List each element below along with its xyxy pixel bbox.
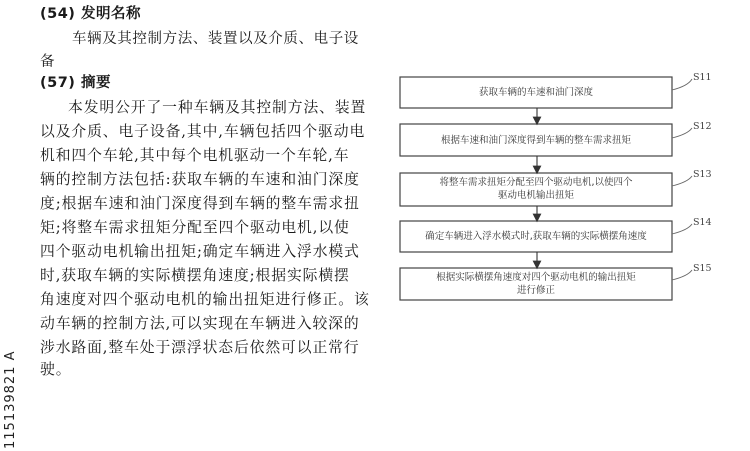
step-leader-line [672,128,692,138]
step-leader-line [672,270,692,280]
flow-step-label: S15 [693,263,712,274]
flow-step-text: 驱动电机输出扭矩 [497,190,574,201]
abstract-line: 动车辆的控制方法,可以实现在车辆进入较深的 [40,315,360,332]
abstract-line: 四个驱动电机输出扭矩;确定车辆进入浮水模式 [40,243,360,260]
flow-step-text: 根据车速和油门深度得到车辆的整车需求扭矩 [440,135,631,146]
invention-title-line: 车辆及其控制方法、装置以及介质、电子设 [72,31,359,47]
flow-step-text: 确定车辆进入浮水模式时,获取车辆的实际横摆角速度 [425,231,647,242]
flow-step-label: S12 [693,121,712,132]
flow-step-label: S13 [693,169,712,180]
publication-number: 115139821 A [3,350,18,449]
abstract-line: 辆的控制方法包括:获取车辆的车速和油门深度 [40,171,360,188]
title-heading-number: (54) [40,6,76,22]
abstract-heading-number: (57) [40,75,76,91]
abstract-line: 本发明公开了一种车辆及其控制方法、装置 [68,99,367,116]
abstract-heading-label: 摘要 [81,74,111,91]
abstract-line: 涉水路面,整车处于漂浮状态后依然可以正常行 [40,339,360,356]
flow-step-text: 获取车辆的车速和油门深度 [478,87,593,98]
abstract-line: 角速度对四个驱动电机的输出扭矩进行修正。该 [40,291,370,308]
abstract-line: 时,获取车辆的实际横摆角速度;根据实际横摆 [40,267,350,284]
flow-step-label: S11 [693,72,712,83]
invention-title-line: 备 [40,54,56,70]
flow-step-label: S14 [693,217,712,228]
step-leader-line [672,224,692,234]
abstract-line: 以及介质、电子设备,其中,车辆包括四个驱动电 [40,123,366,140]
abstract-line: 机和四个车轮,其中每个电机驱动一个车轮,车 [40,147,350,164]
abstract-line: 矩;将整车需求扭矩分配至四个驱动电机,以使 [40,219,350,236]
step-leader-line [672,79,692,90]
flow-step-text: 进行修正 [516,285,555,296]
abstract-line: 驶。 [40,361,72,378]
flow-step-text: 根据实际横摆角速度对四个驱动电机的输出扭矩 [436,272,636,283]
flow-step-text: 将整车需求扭矩分配至四个驱动电机,以使四个 [439,177,633,188]
abstract-line: 度;根据车速和油门深度得到车辆的整车需求扭 [40,195,360,212]
title-heading-label: 发明名称 [81,5,141,22]
step-leader-line [672,176,692,186]
